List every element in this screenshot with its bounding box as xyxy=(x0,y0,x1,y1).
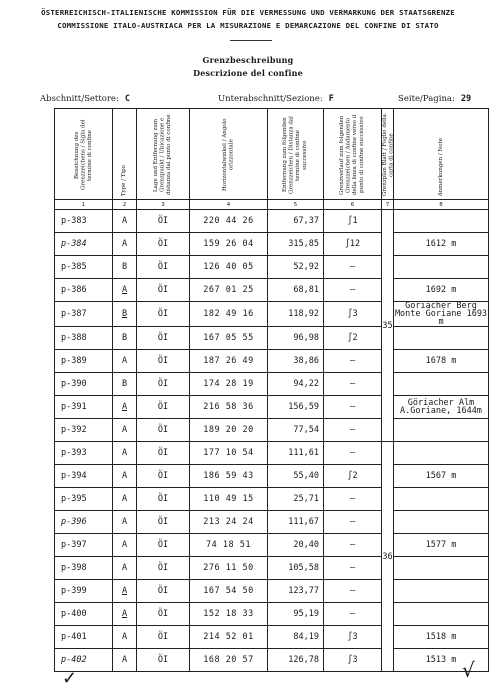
distance-next: 95,19 xyxy=(268,603,324,626)
marker-location: ÖI xyxy=(137,210,190,233)
horizontal-angle: 216 58 36 xyxy=(190,396,268,419)
boundary-course: — xyxy=(324,279,382,302)
table-row xyxy=(55,396,489,419)
unterabschnitt-field xyxy=(218,94,334,104)
marker-location: ÖI xyxy=(137,256,190,279)
table-row xyxy=(55,302,489,327)
distance-next: 111,61 xyxy=(268,442,324,465)
doc-title-it: Descrizione del confine xyxy=(193,68,303,78)
boundary-course: ∫2 xyxy=(324,327,382,350)
marker-type: B xyxy=(113,256,137,279)
marker-location: ÖI xyxy=(137,419,190,442)
note: Göriacher Berg Monte Goriane 1693 m xyxy=(394,301,488,327)
marker-location: ÖI xyxy=(137,233,190,256)
horizontal-angle: 174 28 19 xyxy=(190,373,268,396)
marker-id: p-383 xyxy=(55,210,113,233)
unterabschnitt-value: F xyxy=(328,94,334,104)
table-row xyxy=(55,256,489,279)
seite-value: 29 xyxy=(460,94,472,104)
commission-title-de: ÖSTERREICHISCH-ITALIENISCHE KOMMISSION FÜR DIE VERMESSUNG UND VERMARKUNG DER STAATSGRENZE xyxy=(41,8,455,17)
marker-id: p-389 xyxy=(55,350,113,373)
boundary-course: — xyxy=(324,557,382,580)
marker-id: p-401 xyxy=(55,626,113,649)
marker-id: p-392 xyxy=(55,419,113,442)
boundary-course: — xyxy=(324,442,382,465)
boundary-table xyxy=(54,108,489,672)
col-number: 6 xyxy=(324,200,382,210)
boundary-course: — xyxy=(324,350,382,373)
boundary-course: — xyxy=(324,603,382,626)
marker-type: B xyxy=(113,302,137,327)
marker-id: p-394 xyxy=(55,465,113,488)
marker-location: ÖI xyxy=(137,373,190,396)
marker-type: A xyxy=(113,626,137,649)
marker-type: A xyxy=(113,557,137,580)
marker-type: A xyxy=(113,511,137,534)
note: 1567 m xyxy=(394,465,489,488)
table-row xyxy=(55,649,489,672)
abschnitt-field xyxy=(40,94,130,104)
boundary-course: ∫2 xyxy=(324,465,382,488)
note xyxy=(394,580,489,603)
col-number: 3 xyxy=(137,200,190,210)
distance-next: 94,22 xyxy=(268,373,324,396)
marker-id: p-390 xyxy=(55,373,113,396)
marker-location: ÖI xyxy=(137,603,190,626)
table-row xyxy=(55,419,489,442)
marker-type: A xyxy=(113,233,137,256)
table-row xyxy=(55,557,489,580)
horizontal-angle: 152 18 33 xyxy=(190,603,268,626)
distance-next: 77,54 xyxy=(268,419,324,442)
horizontal-angle: 168 20 57 xyxy=(190,649,268,672)
horizontal-angle: 159 26 04 xyxy=(190,233,268,256)
table-row xyxy=(55,511,489,534)
seite-label: Seite/Pagina: xyxy=(398,94,455,104)
marker-type: A xyxy=(113,210,137,233)
column-headers xyxy=(55,109,489,200)
distance-next: 105,58 xyxy=(268,557,324,580)
boundary-course: — xyxy=(324,256,382,279)
marker-id: p-399 xyxy=(55,580,113,603)
note: 1518 m xyxy=(394,626,489,649)
distance-next: 55,40 xyxy=(268,465,324,488)
marker-id: p-396 xyxy=(55,511,113,534)
note xyxy=(394,373,489,396)
marker-type: A xyxy=(113,488,137,511)
marker-type: A xyxy=(113,279,137,302)
horizontal-angle: 189 20 20 xyxy=(190,419,268,442)
boundary-course: ∫3 xyxy=(324,649,382,672)
note xyxy=(394,488,489,511)
unterabschnitt-label: Unterabschnitt/Sezione: xyxy=(218,94,323,104)
note xyxy=(394,511,489,534)
note: 1692 m xyxy=(394,279,489,302)
table-row xyxy=(55,373,489,396)
commission-title-it: COMMISSIONE ITALO-AUSTRIACA PER LA MISURAZIONE E DEMARCAZIONE DEL CONFINE DI STATO xyxy=(57,21,439,30)
horizontal-angle: 214 52 01 xyxy=(190,626,268,649)
col-number: 8 xyxy=(394,200,489,210)
marker-id: p-398 xyxy=(55,557,113,580)
boundary-course: ∫12 xyxy=(324,233,382,256)
col-header-distance: Entfernung zum folgenden Grenzzeichen / Distanza dal termine di confine successivo xyxy=(268,109,324,200)
marker-location: ÖI xyxy=(137,511,190,534)
marker-type: A xyxy=(113,465,137,488)
distance-next: 25,71 xyxy=(268,488,324,511)
distance-next: 96,98 xyxy=(268,327,324,350)
table-row xyxy=(55,534,489,557)
horizontal-angle: 276 11 50 xyxy=(190,557,268,580)
boundary-course: — xyxy=(324,419,382,442)
distance-next: 84,19 xyxy=(268,626,324,649)
horizontal-angle: 213 24 24 xyxy=(190,511,268,534)
boundary-course: — xyxy=(324,396,382,419)
table-row xyxy=(55,233,489,256)
note xyxy=(394,603,489,626)
marker-type: A xyxy=(113,534,137,557)
marker-id: p-386 xyxy=(55,279,113,302)
note xyxy=(394,210,489,233)
table-row xyxy=(55,626,489,649)
table-row xyxy=(55,488,489,511)
marker-type: B xyxy=(113,373,137,396)
note: Göriacher Alm A.Goriane, 1644m xyxy=(394,396,489,419)
sheet-number: 35 xyxy=(382,210,394,442)
distance-next: 52,92 xyxy=(268,256,324,279)
marker-id: p-385 xyxy=(55,256,113,279)
doc-title-de: Grenzbeschreibung xyxy=(202,55,294,65)
column-numbers xyxy=(55,200,489,210)
horizontal-angle: 167 05 55 xyxy=(190,327,268,350)
boundary-course: — xyxy=(324,373,382,396)
marker-id: p-402 xyxy=(55,649,113,672)
marker-location: ÖI xyxy=(137,557,190,580)
col-header-notes: Anmerkungen / Note xyxy=(394,109,489,200)
marker-id: p-395 xyxy=(55,488,113,511)
marker-type: B xyxy=(113,327,137,350)
marker-type: A xyxy=(113,350,137,373)
note xyxy=(394,442,489,465)
sheet-number: 36 xyxy=(382,442,394,672)
table-row xyxy=(55,327,489,350)
horizontal-angle: 187 26 49 xyxy=(190,350,268,373)
marker-location: ÖI xyxy=(137,465,190,488)
marker-location: ÖI xyxy=(137,534,190,557)
title-divider xyxy=(230,40,272,41)
marker-id: p-393 xyxy=(55,442,113,465)
marker-type: A xyxy=(113,603,137,626)
note: 1612 m xyxy=(394,233,489,256)
boundary-course: — xyxy=(324,580,382,603)
col-header-angle: Horizontalwinkel / Angolo orizzontale xyxy=(190,109,268,200)
table-row xyxy=(55,580,489,603)
horizontal-angle: 182 49 16 xyxy=(190,302,268,327)
marker-location: ÖI xyxy=(137,626,190,649)
note: 1513 m xyxy=(394,649,489,672)
table-row xyxy=(55,465,489,488)
horizontal-angle: 220 44 26 xyxy=(190,210,268,233)
distance-next: 20,40 xyxy=(268,534,324,557)
horizontal-angle: 110 49 15 xyxy=(190,488,268,511)
horizontal-angle: 167 54 50 xyxy=(190,580,268,603)
table-row xyxy=(55,603,489,626)
marker-location: ÖI xyxy=(137,396,190,419)
table-row xyxy=(55,279,489,302)
boundary-course: — xyxy=(324,534,382,557)
horizontal-angle: 186 59 43 xyxy=(190,465,268,488)
note xyxy=(394,256,489,279)
handwritten-mark-left: ✓ xyxy=(62,668,78,689)
marker-location: ÖI xyxy=(137,327,190,350)
marker-id: p-387 xyxy=(55,302,113,327)
distance-next: 38,86 xyxy=(268,350,324,373)
boundary-course: ∫3 xyxy=(324,626,382,649)
marker-location: ÖI xyxy=(137,580,190,603)
horizontal-angle: 74 18 51 xyxy=(190,534,268,557)
marker-id: p-391 xyxy=(55,396,113,419)
note: 1577 m xyxy=(394,534,489,557)
marker-location: ÖI xyxy=(137,350,190,373)
note: 1678 m xyxy=(394,350,489,373)
marker-id: p-388 xyxy=(55,327,113,350)
marker-location: ÖI xyxy=(137,302,190,327)
distance-next: 126,78 xyxy=(268,649,324,672)
boundary-course: ∫1 xyxy=(324,210,382,233)
col-header-course: Grenzverlauf zum folgenden Grenzzeichen / Andamento della linea di confine verso il punto di confine successivo xyxy=(324,109,382,200)
marker-id: p-384 xyxy=(55,233,113,256)
col-header-id: Bezeichnung des Grenzzeichens / Sigla del termine di confine xyxy=(55,109,113,200)
marker-location: ÖI xyxy=(137,649,190,672)
note xyxy=(394,419,489,442)
horizontal-angle: 267 01 25 xyxy=(190,279,268,302)
col-number: 7 xyxy=(382,200,394,210)
marker-type: A xyxy=(113,419,137,442)
col-header-sheet: Grenzplan Blatt / Foglio della carta di confine xyxy=(382,109,394,200)
horizontal-angle: 177 10 54 xyxy=(190,442,268,465)
col-number: 5 xyxy=(268,200,324,210)
marker-type: A xyxy=(113,396,137,419)
marker-type: A xyxy=(113,580,137,603)
distance-next: 111,67 xyxy=(268,511,324,534)
col-header-location: Lage und Entfernung zum Grenzpunkt / Ubicazione e distanza dal punto di confine xyxy=(137,109,190,200)
boundary-course: — xyxy=(324,488,382,511)
col-number: 1 xyxy=(55,200,113,210)
marker-type: A xyxy=(113,649,137,672)
table-row xyxy=(55,210,489,233)
marker-type: A xyxy=(113,442,137,465)
col-number: 4 xyxy=(190,200,268,210)
abschnitt-label: Abschnitt/Settore: xyxy=(40,94,119,104)
handwritten-mark-right: √ xyxy=(462,658,475,682)
col-number: 2 xyxy=(113,200,137,210)
horizontal-angle: 126 40 05 xyxy=(190,256,268,279)
distance-next: 123,77 xyxy=(268,580,324,603)
marker-location: ÖI xyxy=(137,488,190,511)
marker-id: p-397 xyxy=(55,534,113,557)
table-body xyxy=(55,210,489,672)
boundary-course: ∫3 xyxy=(324,302,382,327)
boundary-course: — xyxy=(324,511,382,534)
table-row xyxy=(55,350,489,373)
distance-next: 156,59 xyxy=(268,396,324,419)
table-row xyxy=(55,442,489,465)
distance-next: 67,37 xyxy=(268,210,324,233)
distance-next: 68,81 xyxy=(268,279,324,302)
note xyxy=(394,557,489,580)
note xyxy=(394,327,489,350)
marker-location: ÖI xyxy=(137,279,190,302)
distance-next: 315,85 xyxy=(268,233,324,256)
col-header-type: Type / Tipo xyxy=(113,109,137,200)
seite-field xyxy=(398,94,471,104)
marker-location: ÖI xyxy=(137,442,190,465)
abschnitt-value: C xyxy=(124,94,130,104)
distance-next: 118,92 xyxy=(268,302,324,327)
marker-id: p-400 xyxy=(55,603,113,626)
